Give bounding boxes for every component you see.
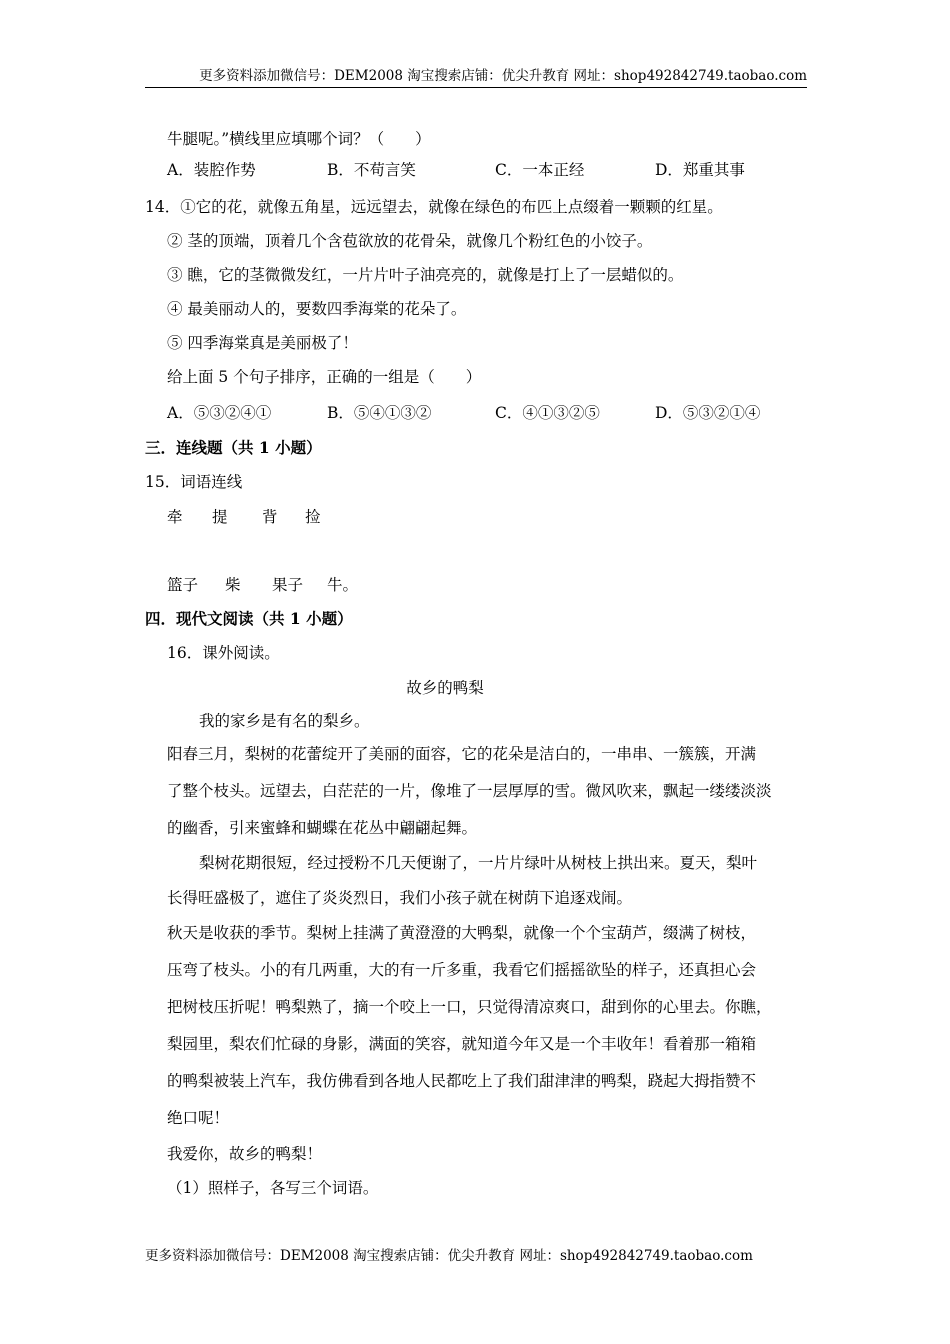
q15-bottom-word: 篮子 [167,576,199,594]
section-4-heading: 四．现代文阅读（共 1 小题） [145,609,353,628]
article-paragraph-2-line: 了整个枝头。远望去，白茫茫的一片，像堆了一层厚厚的雪。微风吹来，飘起一缕缕淡淡 [167,782,772,800]
q14-option-a: A．⑤③②④① [167,404,272,422]
q13-tail: 牛腿呢。”横线里应填哪个词？（ ） [167,130,431,148]
page-footer: 更多资料添加微信号：DEM2008 淘宝搜索店铺：优尖升教育 网址：shop492842749.taobao.com [145,1248,753,1264]
q15-bottom-word: 柴 [225,576,241,594]
page-header: 更多资料添加微信号：DEM2008 淘宝搜索店铺：优尖升教育 网址：shop492842749.taobao.com [145,67,807,88]
article-paragraph-4-line: 绝口呢！ [167,1109,230,1127]
q15-top-word: 捡 [305,508,321,526]
article-paragraph-4-line: 梨园里，梨农们忙碌的身影，满面的笑容，就知道今年又是一个丰收年！看着那一箱箱 [167,1035,757,1053]
article-paragraph-4-line: 压弯了枝头。小的有几两重，大的有一斤多重，我看它们摇摇欲坠的样子，还真担心会 [167,961,757,979]
article-paragraph-4-line: 秋天是收获的季节。梨树上挂满了黄澄澄的大鸭梨，就像一个个宝葫芦，缀满了树枝， [167,924,757,942]
q15-top-word: 牵 [167,508,183,526]
q15-bottom-word: 牛。 [327,576,359,594]
q14-sentence-3: ③ 瞧，它的茎微微发红，一片片叶子油亮亮的，就像是打上了一层蜡似的。 [167,266,684,284]
article-paragraph-1: 我的家乡是有名的梨乡。 [199,712,370,730]
q14-question: 给上面 5 个句子排序，正确的一组是（ ） [167,368,482,386]
article-paragraph-3-line: 梨树花期很短，经过授粉不几天便谢了，一片片绿叶从树枝上拱出来。夏天，梨叶 [199,854,758,872]
q15-top-word: 提 [212,508,228,526]
q16-title: 16．课外阅读。 [167,644,280,662]
article-paragraph-4-line: 把树枝压折呢！鸭梨熟了，摘一个咬上一口，只觉得清凉爽口，甜到你的心里去。你瞧， [167,998,772,1016]
article-title: 故乡的鸭梨 [406,679,484,697]
q14-option-b: B．⑤④①③② [327,404,432,422]
q14-sentence-1: 14．①它的花，就像五角星，远远望去，就像在绿色的布匹上点缀着一颗颗的红星。 [145,198,723,216]
q15-bottom-word: 果子 [272,576,304,594]
article-paragraph-3-line: 长得旺盛极了，遮住了炎炎烈日，我们小孩子就在树荫下追逐戏闹。 [167,889,633,907]
q16-subquestion-1: （1）照样子，各写三个词语。 [167,1179,379,1197]
article-paragraph-5: 我爱你，故乡的鸭梨！ [167,1145,323,1163]
q14-sentence-2: ② 茎的顶端，顶着几个含苞欲放的花骨朵，就像几个粉红色的小饺子。 [167,232,653,250]
article-paragraph-2-line: 的幽香，引来蜜蜂和蝴蝶在花丛中翩翩起舞。 [167,819,478,837]
q13-option-a: A．装腔作势 [167,161,256,179]
q14-sentence-4: ④ 最美丽动人的，要数四季海棠的花朵了。 [167,300,467,318]
section-3-heading: 三．连线题（共 1 小题） [145,438,322,457]
q13-option-d: D．郑重其事 [655,161,745,179]
q15-top-word: 背 [262,508,278,526]
q14-option-c: C．④①③②⑤ [495,404,600,422]
q14-option-d: D．⑤③②①④ [655,404,761,422]
q15-title: 15．词语连线 [145,473,243,491]
q13-option-c: C．一本正经 [495,161,585,179]
q13-option-b: B．不苟言笑 [327,161,416,179]
article-paragraph-4-line: 的鸭梨被装上汽车，我仿佛看到各地人民都吃上了我们甜津津的鸭梨，跷起大拇指赞不 [167,1072,757,1090]
q14-sentence-5: ⑤ 四季海棠真是美丽极了！ [167,334,358,352]
article-paragraph-2-line: 阳春三月，梨树的花蕾绽开了美丽的面容，它的花朵是洁白的，一串串、一簇簇，开满 [167,745,757,763]
